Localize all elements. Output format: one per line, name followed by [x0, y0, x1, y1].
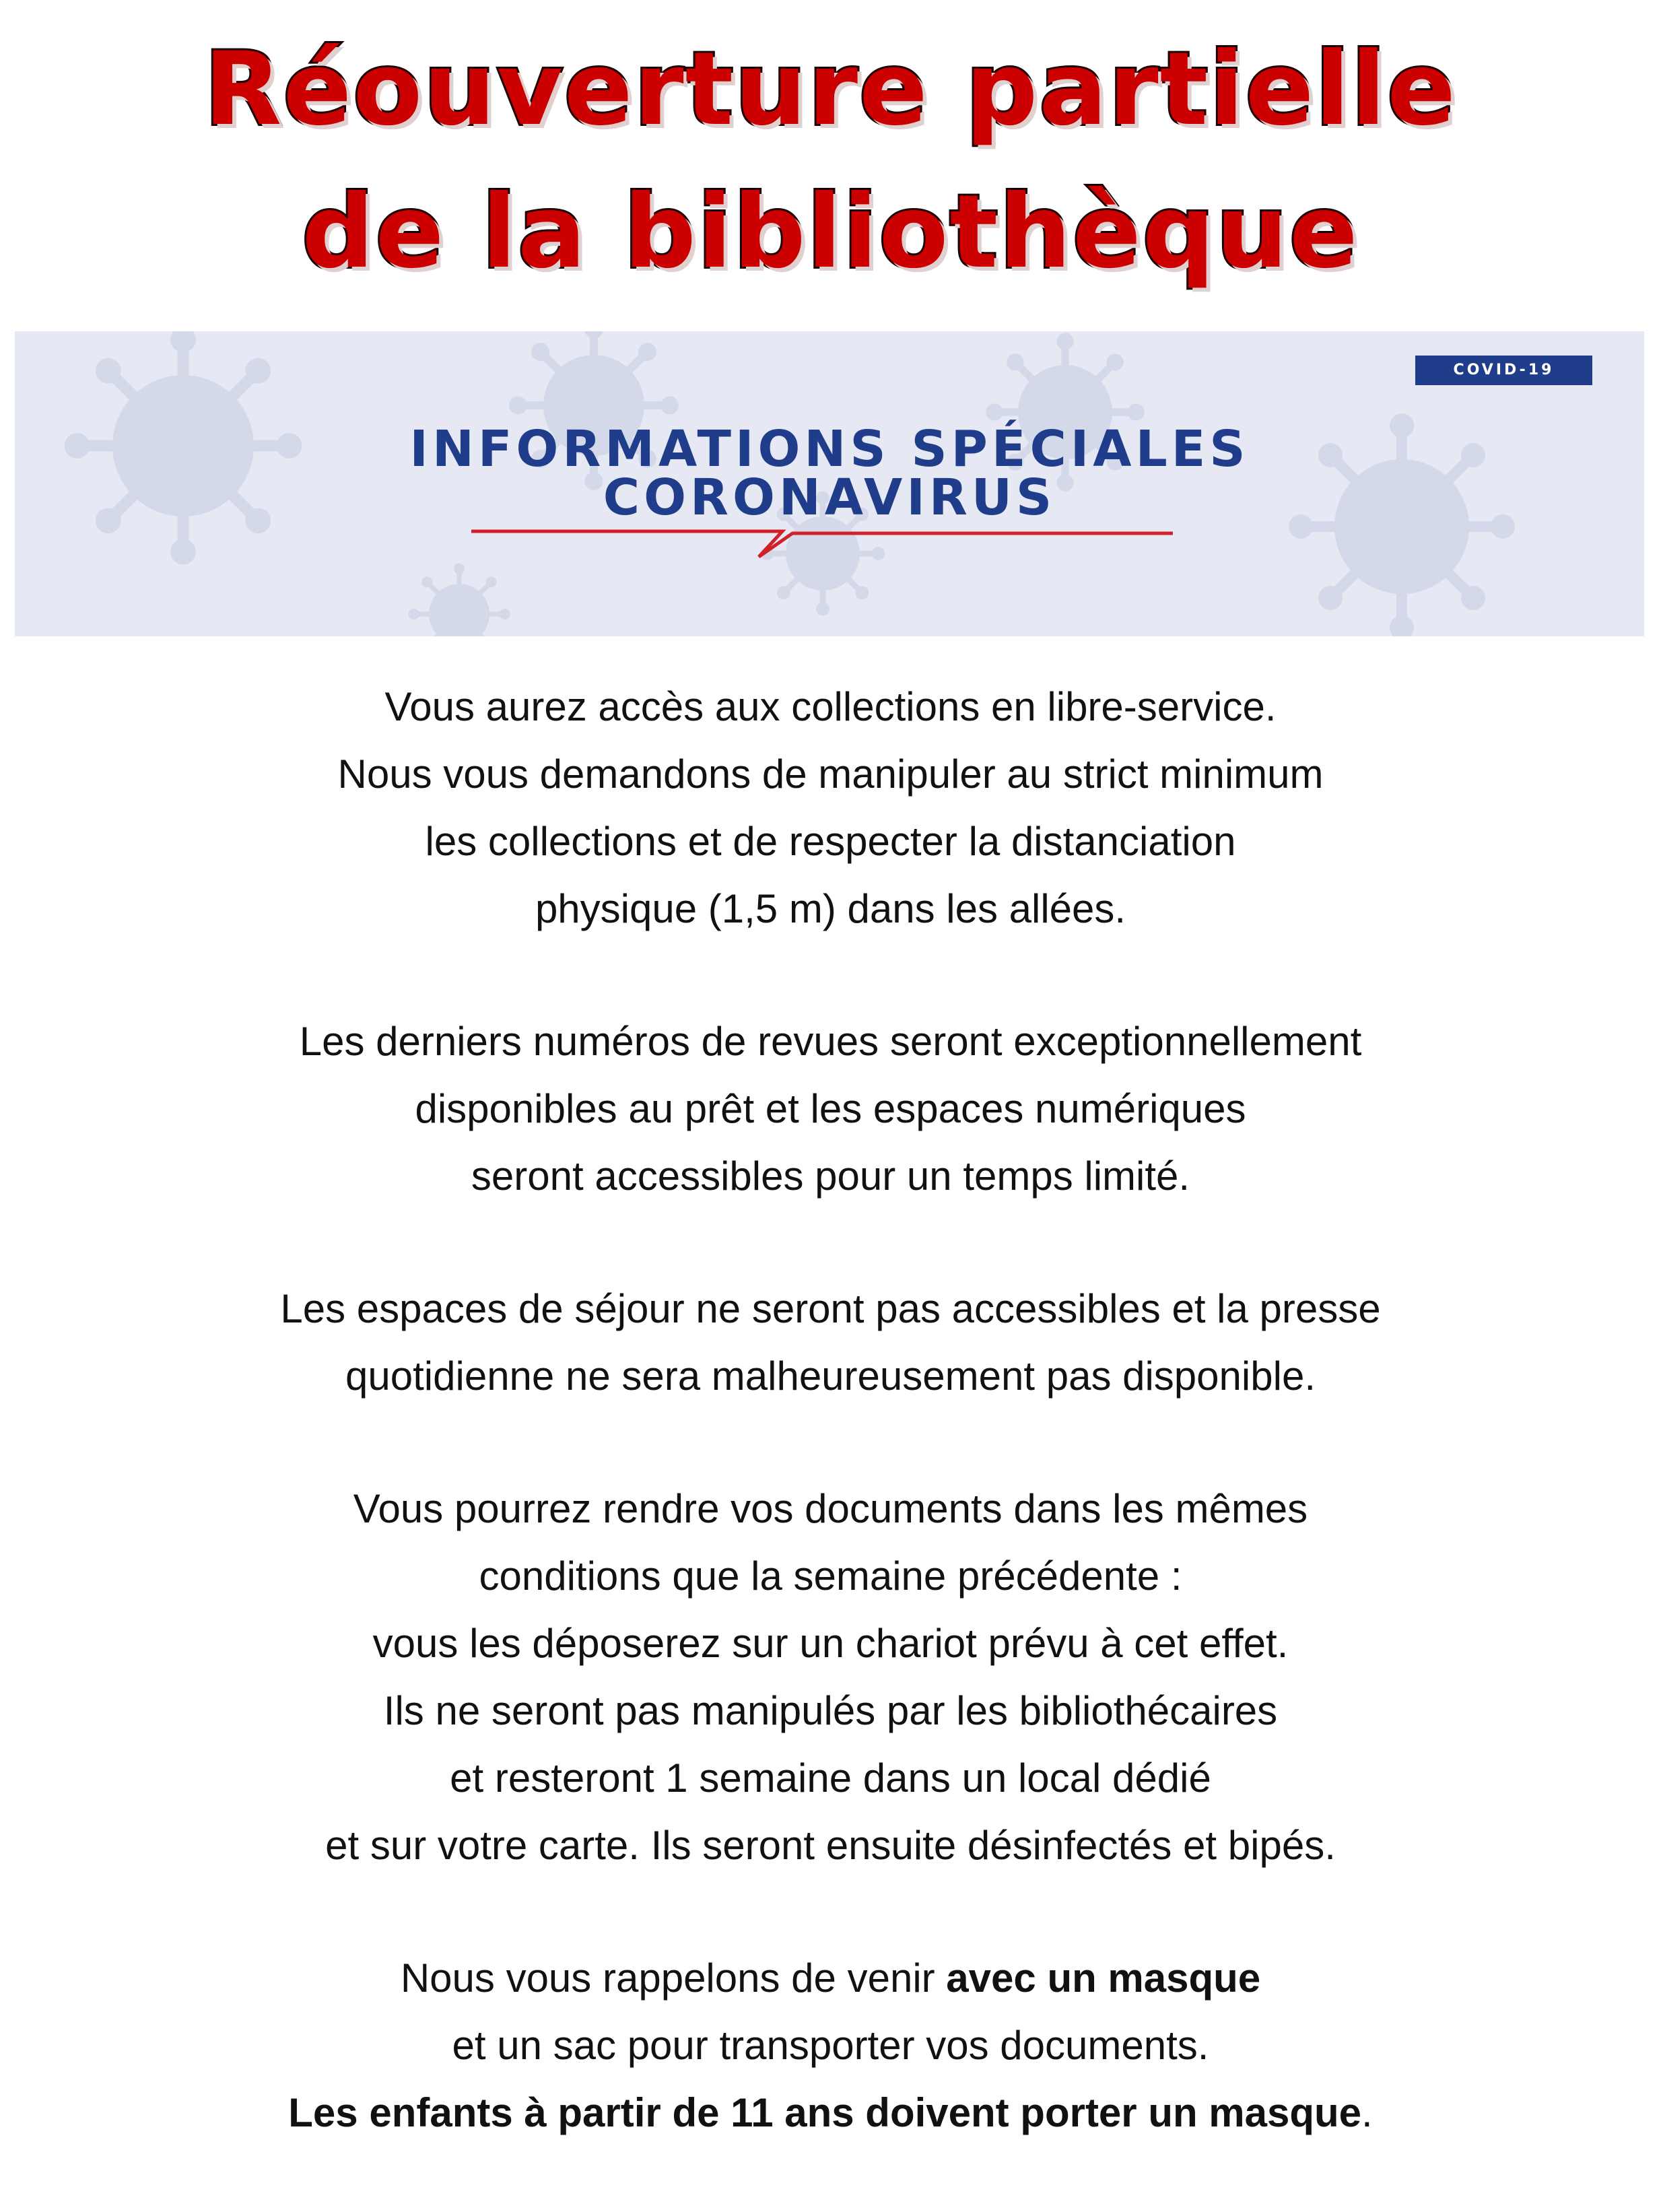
text-line: Les espaces de séjour ne seront pas accessibles et la presse — [280, 1286, 1381, 1331]
text-line: les collections et de respecter la distanciation — [425, 819, 1236, 864]
covid-19-badge: COVID-19 — [1415, 356, 1592, 385]
poster-title-line2: de la bibliothèque — [302, 174, 1359, 291]
text-line — [0, 2079, 1661, 2147]
text-line: quotidienne ne sera malheureusement pas disponible. — [345, 1353, 1316, 1399]
text-line — [0, 1945, 1661, 2012]
text-segment: . — [1361, 2090, 1373, 2135]
paragraph-revues — [0, 1008, 1661, 1210]
text-line: Vous pourrez rendre vos documents dans les mêmes — [353, 1486, 1308, 1531]
text-line: Nous vous demandons de manipuler au strict minimum — [337, 751, 1324, 797]
text-line: seront accessibles pour un temps limité. — [471, 1153, 1190, 1199]
text-line: et un sac pour transporter vos documents. — [452, 2023, 1209, 2068]
poster-title-line1: Réouverture partielle — [204, 31, 1457, 148]
text-line: conditions que la semaine précédente : — [479, 1553, 1182, 1599]
paragraph-collections — [0, 673, 1661, 943]
banner-heading-line1: INFORMATIONS SPÉCIALES — [409, 420, 1250, 478]
paragraph-espaces-sejour — [0, 1275, 1661, 1410]
text-line: Vous aurez accès aux collections en libre-service. — [384, 684, 1277, 729]
text-line: et sur votre carte. Ils seront ensuite désinfectés et bipés. — [325, 1823, 1336, 1868]
banner-heading-line2: CORONAVIRUS — [603, 469, 1056, 527]
emphasis-masque: avec un masque — [946, 1955, 1261, 2001]
paragraph-retours — [0, 1475, 1661, 1879]
text-line: vous les déposerez sur un chariot prévu à cet effet. — [372, 1621, 1289, 1666]
text-line: physique (1,5 m) dans les allées. — [535, 886, 1126, 931]
coronavirus-info-banner — [15, 331, 1644, 636]
text-line: Ils ne seront pas manipulés par les bibliothécaires — [383, 1688, 1278, 1733]
paragraph-masque — [0, 1945, 1661, 2147]
text-line: Les derniers numéros de revues seront exceptionnellement — [299, 1019, 1362, 1064]
text-line: disponibles au prêt et les espaces numériques — [415, 1086, 1246, 1131]
text-line: et resteront 1 semaine dans un local dédié — [450, 1755, 1211, 1801]
notice-body — [0, 673, 1661, 2212]
text-segment: Nous vous rappelons de venir — [400, 1955, 947, 2001]
emphasis-enfants-masque: Les enfants à partir de 11 ans doivent porter un masque — [288, 2090, 1362, 2135]
